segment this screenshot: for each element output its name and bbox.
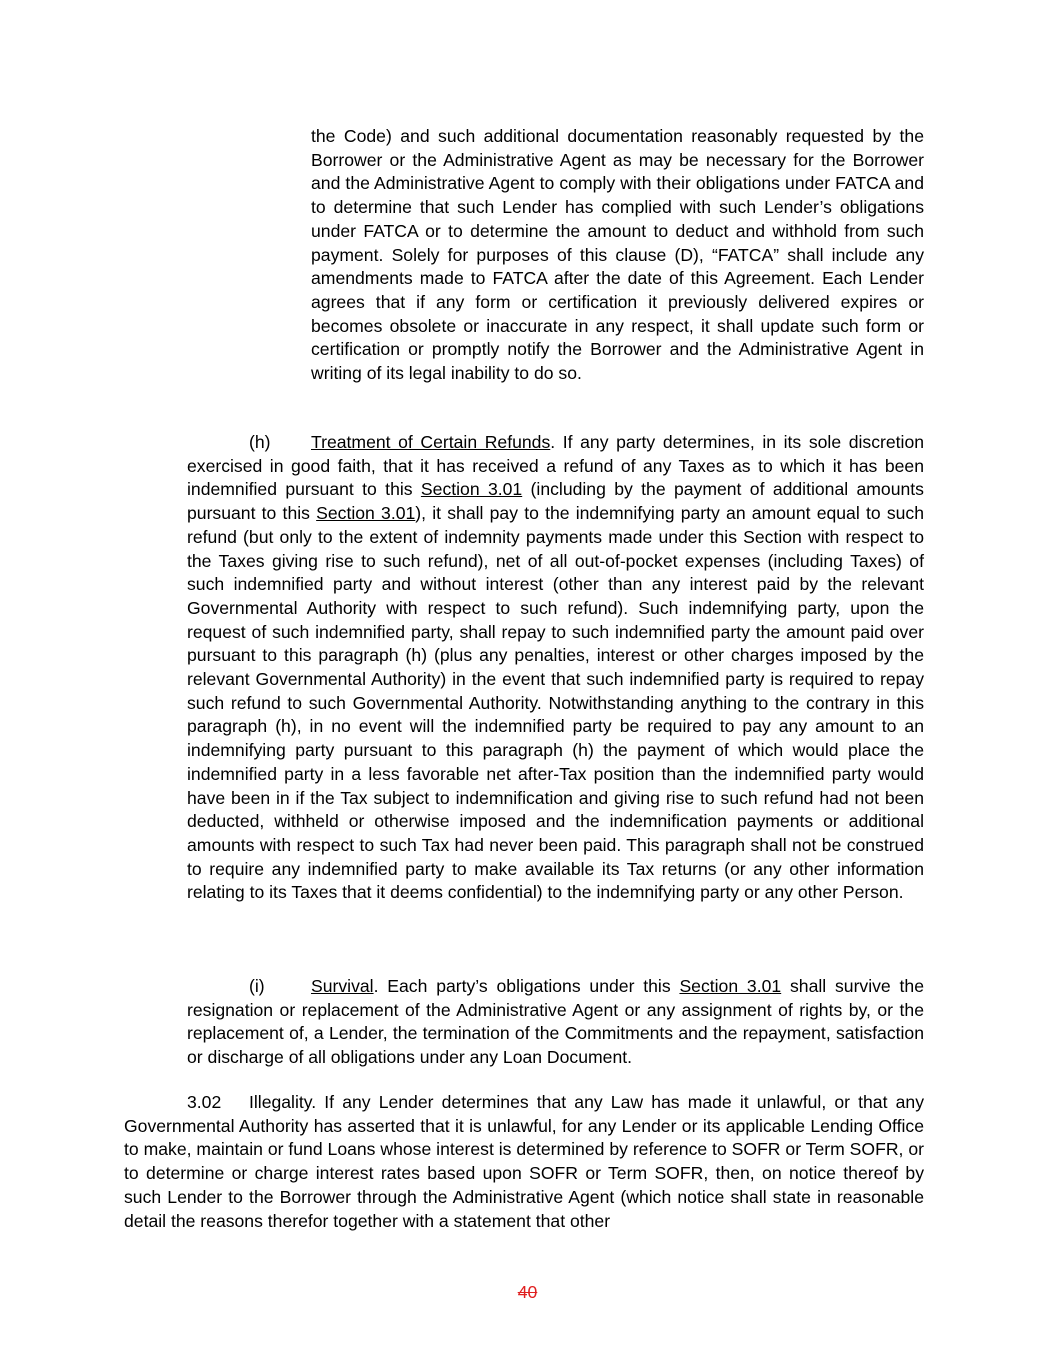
section-3-02-heading: Illegality <box>249 1092 312 1112</box>
paragraph-h-text-2: (including by the payment of additional amounts pursuant to this <box>187 479 924 524</box>
section-ref-link: Section 3.01 <box>679 976 782 996</box>
section-ref-link: Section 3.01 <box>420 479 523 500</box>
paragraph-h-label: (h) <box>249 432 271 452</box>
paragraph-h <box>187 431 924 905</box>
page-number: 40 <box>517 1282 538 1302</box>
paragraph-h-text-1: . If any party determines, in its sole discretion exercised in good faith, that it has received a refund of any Taxes as to which it has been indemnified pursuant to this <box>187 432 925 500</box>
paragraph-i-heading: Survival <box>311 976 374 996</box>
paragraph-i-text-2: shall survive the resignation or replacement of the Administrative Agent or any assignment of rights by, or the replacement of, a Lender, the termination of the Commitments and the repayment, satisfaction or discharge of all obligations under any Loan Document. <box>187 976 924 1068</box>
section-3-02-number: 3.02 <box>187 1092 222 1112</box>
section-3-02 <box>124 1091 924 1233</box>
section-3-02-text: . If any Lender determines that any Law has made it unlawful, or that any Governmental Authority has asserted that it is unlawful, for any Lender or its applicable Lending Office to make, maintain or fund Loans whose interest is determined by reference to SOFR or Term SOFR, or to determine or charge interest rates based upon SOFR or Term SOFR, then, on notice thereof by such Lender to the Borrower through the Administrative Agent (which notice shall state in reasonable detail the reasons therefor together with a statement that other <box>124 1092 924 1231</box>
paragraph-i-label: (i) <box>249 976 265 996</box>
section-ref-link: Section 3.01 <box>316 503 416 524</box>
continuation-text: the Code) and such additional documentation reasonably requested by the Borrower or the Administrative Agent as may be necessary for the Borrower and the Administrative Agent to comply with their obligations under FATCA and to determine that such Lender has complied with such Lender’s obligations under FATCA or to determine the amount to deduct and withhold from such payment. Solely for purposes of this clause (D), “FATCA” shall include any amendments made to FATCA after the date of this Agreement. Each Lender agrees that if any form or certification it previously delivered expires or becomes obsolete or inaccurate in any respect, it shall update such form or certification or promptly notify the Borrower and the Administrative Agent in writing of its legal inability to do so. <box>311 126 924 384</box>
paragraph-i-text-1: . Each party’s obligations under this <box>373 976 680 996</box>
paragraph-i <box>187 975 924 1070</box>
paragraph-h-text-3: ), it shall pay to the indemnifying party an amount equal to such refund (but only to the extent of indemnity payments made under this Section with respect to the Taxes giving rise to such refund), net of all out-of-pocket expenses (including Taxes) of such indemnified party and without interest (other than any interest paid by the relevant Governmental Authority with respect to such refund). Such indemnifying party, upon the request of such indemnified party, shall repay to such indemnified party the amount paid over pursuant to this paragraph (h) (plus any penalties, interest or other charges imposed by the relevant Governmental Authority) in the event that such indemnified party is required to repay such refund to such Governmental Authority. Notwithstanding anything to the contrary in this paragraph (h), in no event will the indemnified party be required to pay any amount to an indemnifying party pursuant to this paragraph (h) the payment of which would place the indemnified party in a less favorable net after-Tax position than the indemnified party would have been in if the Tax subject to indemnification and giving rise to such refund had not been deducted, withheld or otherwise imposed and the indemnification payments or additional amounts with respect to such Tax had never been paid. This paragraph shall not be construed to require any indemnified party to make available its Tax returns (or any other information relating to its Taxes that it deems confidential) to the indemnifying party or any other Person. <box>187 503 924 903</box>
clause-d-continuation <box>311 125 924 386</box>
paragraph-h-heading: Treatment of Certain Refunds <box>311 432 551 452</box>
